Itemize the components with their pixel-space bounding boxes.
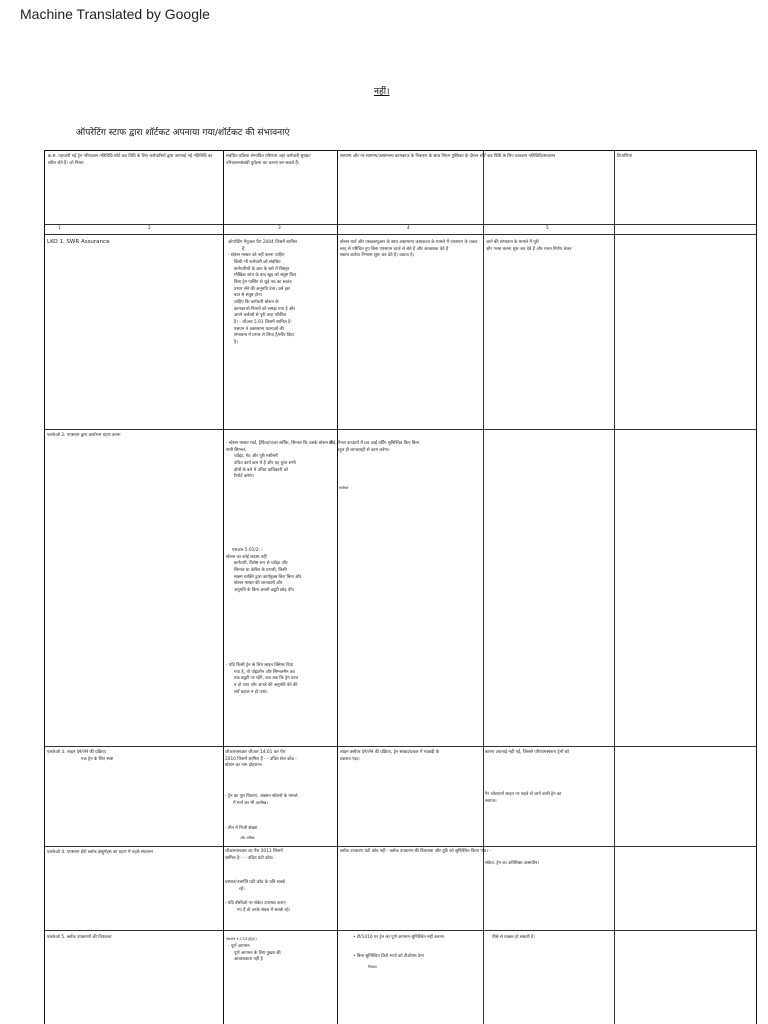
row5-id: एलकेओ 5. ब्लॉक उपकरणों की विफलता — [47, 935, 112, 940]
col-number: 5 — [546, 226, 549, 231]
line: कर्मचारियों के ज्ञान के बारे में विस्तृत — [234, 266, 290, 272]
line: - पूर्ण आगमन — [228, 944, 250, 949]
row5-provision: पीछे से टक्कर हो सकती है। — [492, 935, 535, 940]
row3-id-line2: एक ट्रेन के लिए स्पष्ट — [81, 756, 114, 762]
col-border-4 — [614, 150, 615, 1024]
line: टकराव पड़ा। — [340, 756, 360, 762]
row1-id: LKO 1. SWR Assurance — [47, 239, 110, 245]
row2-bottom-border — [44, 746, 757, 747]
row5-rules-cell — [228, 944, 334, 964]
row4-bottom-border — [44, 930, 757, 931]
line: तक ड्यूटी पर रहेंगे, जब तक कि ट्रेन प्राप्त — [234, 676, 299, 682]
line: रहें। — [239, 886, 245, 892]
row4-rules-cell-b — [225, 880, 335, 893]
row4-provision: संकेत, ट्रेन का अतिरिक्त असाधीन। — [485, 861, 539, 866]
line: सक्षम व्यक्ति द्वारा कार्यमुक्त किए बिना और — [234, 574, 302, 580]
line: प्वॉइंट, गेट और पूरी मशीनरी — [234, 454, 278, 460]
line: गए हैं तो उनके संबंध में सतर्क रहें। — [237, 907, 291, 913]
line: मौखिक जांच के बाद खुद को संतुष्ट किए — [234, 273, 297, 279]
col-border-2 — [337, 150, 338, 1024]
line: अपने कर्तव्यों से पूरी तरह परिचित — [234, 313, 287, 319]
line: दोषों के बारे में उचित प्राधिकारी को — [234, 467, 289, 473]
line: सिग्नल या केबिन के प्रभारी, किसी — [234, 567, 287, 573]
line: प्रस्थान/उत्तर्गति घंटी कोड के प्रति सतर्क — [225, 880, 286, 885]
line: स्टेशन का कोई सदस्य नहीं — [226, 554, 267, 560]
line: रिपोर्ट करेगा। — [234, 474, 255, 480]
line: - यदि बीसीओ पर संकेत उपलब्ध कराए — [225, 901, 286, 906]
line: किसी भी कर्मचारी को संबंधित — [234, 259, 281, 265]
line: आवश्यकता नहीं है — [234, 957, 263, 963]
col-border-5 — [756, 150, 757, 1024]
header-cell-1: क्र.स. पहचानी गई ट्रेन परिचालन गतिविधि शॉर्ट कट विधि के लिए कर्मचारियों द्वारा अपनाई गई गतिविधि का ब्यौरा लेते हैं। जो नियम — [48, 154, 213, 166]
line: स्टेशन का नाम दोहराना। — [225, 763, 263, 769]
row4-rules-cell-c — [225, 901, 335, 914]
line: एसआर 5.01/2: - — [232, 548, 263, 553]
row4-id: एलकेओ 4. एएसएम ईयों ब्लॉक इंस्ट्रूमेंट्स का ग्रहण में पहले संचालन — [47, 850, 153, 855]
row2-id: एलकेओ 2. एएसएम द्वारा कार्यभार ग्रहण करना — [47, 433, 121, 438]
line: में मार्ग का भी उल्लेख। — [233, 800, 269, 806]
row3-id-cell — [47, 750, 219, 763]
col-border-1 — [223, 150, 224, 1024]
row1-bottom-border — [44, 429, 757, 430]
colnum-bottom-border — [44, 234, 757, 235]
line: पूर्ण आगमन के लिए पुख्ता की — [234, 950, 281, 956]
line: तरह से परिचित हुए बिना एएसएम चार्ज ले लेते हैं और आवश्यक देते हैं — [340, 246, 449, 252]
header-cell-remarks: टिप्पणियां — [617, 154, 632, 159]
row2-rules-cell-b — [226, 548, 336, 595]
row2-consequence-cell — [329, 441, 489, 454]
line: - स्टेशन मास्टर मार्ड, ट्रैफिक/पावर सर्विस, सिग्नल कि उसके स्टेशन के सभी सिग्नल, — [226, 441, 333, 453]
line: और गलत करना शुरू कर देते हैं और गलत निर्णय लेकर — [486, 246, 572, 252]
line: स्टेशन मास्टर की जानकारी और — [234, 581, 283, 587]
line: है। — [234, 339, 238, 345]
line: शामिल है: - - उचित घंटी कोड। — [225, 855, 274, 861]
line: है। - जीआर 5.01 जिसमें शामिल है: — [234, 319, 292, 325]
line: जाने की संभावना के मामले में पूरी — [486, 240, 539, 245]
row4-consequence: ब्लॉक उपकरण घंटी कोड नहीं - ब्लॉक उपकरण की विफलता और त्रुटि को सुनिश्चित किया गया। - — [340, 849, 491, 854]
row5-consequence-c: निकला — [368, 965, 377, 969]
header-cell-3: सामान्य और पर सामान्य/असामान्य कामकाज के निवारण के साथ नियम पुस्तिका के दौरान शॉर्ट कट विधि के लिए प्रावधान गतिविधि/संचालन — [340, 154, 556, 159]
line: जीआरएसआर जीआर 14.01 कर पैरा — [225, 750, 286, 755]
header-bottom-border — [44, 224, 757, 225]
row5-rules-line-a: एसआर 4.17/1(ई)(ii) — [226, 937, 257, 941]
header-cell-2: संबंधित प्रक्रिया संभावित परिणाम जहां कर्मचारी सुरक्षा/परिचालनसंबंधी दुर्घटना का कारण बन सकते हैं। — [226, 154, 311, 166]
line: हैं: — [242, 246, 246, 252]
row1-rules-cell — [228, 240, 334, 347]
col-number: 2 — [148, 226, 151, 231]
line: अनुमति के बिना अपनी ड्यूटी छोड़ देंगे। — [234, 587, 295, 593]
row3-rules-line-c: - तीन में निजी संख्या — [225, 826, 258, 831]
line: 2010 जिसमें शामिल हैं - - उचित सेल कोड - — [225, 756, 297, 762]
line: - यदि किसी ट्रेन के लिए लाइन क्लियर दिया — [226, 663, 294, 668]
col-border-3 — [483, 150, 484, 1024]
row3-provision-cell-b — [485, 792, 613, 805]
line: गैर प्लेटफार्म लाइन पर पहले से जाने वाली ट्रेन का — [485, 792, 562, 797]
line: चाहिए कि कर्मचारी स्टेशन के — [234, 299, 279, 305]
line: कर्मचारी, विशेष रूप से प्वॉइंट और — [234, 561, 288, 567]
row3-rules-cell — [225, 750, 335, 770]
col-number: 1 — [58, 226, 61, 231]
row3-consequence-cell — [340, 750, 490, 763]
row3-rules-line-d: और अधिक — [240, 836, 255, 840]
line: प्रभार लेने की अनुमति देना। उसे इस — [234, 286, 290, 292]
line: लाइन क्लीयर देने/लेने की प्रक्रिया, ट्रेन संख्या/प्रकार में गड़बड़ी के — [340, 750, 440, 755]
row1-provision-cell — [486, 240, 612, 253]
col-number: 4 — [407, 226, 410, 231]
line: लीड़े, पैनल काउंटरों में प्रत आई वर्टिंग सुनिश्चित किए बिना — [329, 441, 419, 446]
document-number-label: नहीं। — [374, 87, 390, 97]
row2-note: कर्मचार — [339, 486, 349, 490]
line: संभावना में प्रभार ले लिया है/सौंप दिया — [234, 333, 294, 339]
page-heading: ऑपरेटिंग स्टाफ द्वारा शॉर्टकट अपनाया गया/शॉर्टकट की संभावनाएं — [76, 128, 290, 138]
line: - ट्रेन का पूरा विवरण, जंक्शन स्टेशनों के मामले — [225, 794, 298, 799]
row2-rules-cell-a — [226, 441, 336, 481]
col-border-0 — [44, 150, 45, 1024]
machine-translated-banner: Machine Translated by Google — [20, 6, 210, 22]
line: शर्तें बहाल न हो जाएं। — [234, 689, 268, 695]
line: जीआरएसआर का पैरा 2011 जिसमें — [225, 849, 283, 854]
line: एसएम ने असामान्य घटनाओं की — [234, 326, 284, 332]
line: स्टेशन मार्ड और एसडब्ल्यूआर के साथ असामान्य कामकाज के मामले में एएसएम के चकत — [340, 240, 478, 245]
row3-bottom-border — [44, 846, 757, 847]
line: स्वतंत्र कर्तव्य निभाना शुरू कर देते हैं। उठाता है। — [340, 253, 415, 259]
row5-consequence-a: • टी/1410 पर ट्रेन का पूर्ण आगमन सुनिश्चित नहीं करना। — [353, 935, 445, 940]
row5-consequence-b: • बिना सुनिश्चित किये भाजे को टीओएम देना — [353, 954, 424, 959]
row2-rules-cell-c — [226, 663, 336, 696]
line: बिना ट्रेन पासिंग से जुड़े पद का स्वतंत्र — [234, 279, 292, 285]
line: न हो जाए और अगले की अनुमति देने की — [234, 682, 298, 688]
row3-provision-line-a: कारण अपनाई नहीं गई, जिससे परिणामस्वरूप ट्रेनों को — [485, 750, 569, 755]
table-top-border — [44, 150, 757, 151]
line: गया है, तो पॉइंटमैन और सिग्नलमैन तब — [234, 669, 295, 675]
line: ऑपरेटिंग मैनुअल पैरा 2004 जिसमें शामिल — [228, 240, 297, 245]
line: - स्टेशन मास्टर को नहीं करना चाहिए — [228, 253, 285, 259]
line: कामकाजी नियमों को समझ गया है और — [234, 306, 296, 312]
row3-rules-cell-b — [225, 794, 335, 807]
line: बहुत ही लापरवाही से काम करेगा। — [337, 447, 390, 453]
row3-id: एलकेओ 3. लाइन देने/लेने की प्रक्रिया — [47, 750, 106, 755]
col-number: 3 — [278, 226, 281, 231]
row4-rules-cell — [225, 849, 335, 862]
line: उचित कार्य क्रम में हैं और वह तुरंत सभी — [234, 460, 296, 466]
line: बात से संतुष्ट होना — [234, 293, 262, 299]
line: स्वागत। — [485, 798, 497, 804]
